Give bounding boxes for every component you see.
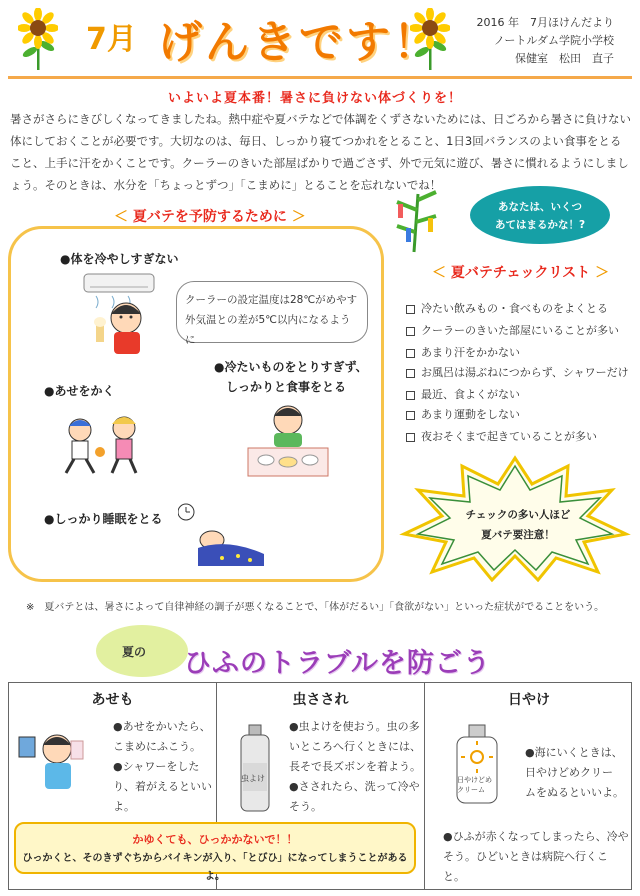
column-sunburn — [425, 683, 633, 889]
checklist-item[interactable]: あまり汗をかかない — [406, 344, 520, 360]
checkbox-icon[interactable] — [406, 391, 415, 400]
tip-eat-well-line: ●冷たいものをとりすぎず、 — [214, 360, 368, 374]
checklist-item[interactable]: あまり運動をしない — [406, 406, 520, 422]
column-title: あせも — [91, 692, 134, 708]
checkbox-icon[interactable] — [406, 411, 415, 420]
checklist-item[interactable]: クーラーのきいた部屋にいることが多い — [406, 322, 619, 338]
issue-month: 7月 — [86, 22, 137, 57]
column-body — [113, 717, 213, 817]
column-title: 日やけ — [508, 692, 550, 708]
tip-sweat: ●あせをかく — [44, 384, 115, 398]
checklist-speech-bubble — [470, 186, 610, 244]
checkbox-icon[interactable] — [406, 327, 415, 336]
header-divider — [8, 76, 632, 79]
checklist-item[interactable]: 最近、食よくがない — [406, 386, 520, 402]
column-line: そう。 — [289, 800, 322, 813]
checklist-item[interactable]: お風呂は湯ぶねにつからず、シャワーだけ — [406, 364, 629, 380]
checkbox-icon[interactable] — [406, 433, 415, 442]
bottle-label — [457, 775, 492, 795]
spray-label: 虫よけ — [241, 774, 265, 783]
boy-eating-illustration — [244, 400, 332, 478]
checklist-item[interactable]: 夜おそくまで起きていることが多い — [406, 428, 597, 444]
aircon-tip-line: クーラーの設定温度は28℃がめやす — [185, 294, 358, 306]
warning-heading: かゆくても、ひっかかないで！！ — [132, 833, 298, 846]
column-line: ●シャワーをした — [113, 760, 200, 773]
column-line: り、着がえるといい — [113, 780, 212, 793]
sleeping-boy-illustration — [178, 500, 268, 570]
author-name: 保健室 松田 直子 — [515, 52, 614, 65]
running-kids-illustration — [52, 412, 152, 482]
tip-eat-well — [214, 357, 368, 397]
column-line: ●虫よけを使おう。虫の多 — [289, 720, 420, 733]
column-line: ●ひふが赤くなってしまったら、冷や — [443, 830, 629, 843]
column-body — [289, 717, 423, 817]
summer-label: 夏の — [122, 645, 147, 659]
column-line: ムをぬるといいよ。 — [525, 786, 624, 799]
column-body — [525, 743, 629, 803]
issue-line: 2016 年 7月ほけんだより — [476, 16, 614, 29]
boy-ice-cream-illustration — [82, 272, 172, 364]
checkbox-icon[interactable] — [406, 369, 415, 378]
warning-body: ひっかくと、そのきずぐちからバイキンが入り、「とびひ」になってしまうことがあるよ。 — [22, 853, 408, 882]
checkbox-icon[interactable] — [406, 305, 415, 314]
column-line: ●さされたら、洗って冷や — [289, 780, 420, 793]
boy-wiping-sweat-illustration — [17, 723, 87, 799]
warning-line: 夏バテ要注意！ — [481, 529, 555, 541]
prevention-heading: ＜ 夏バテを予防するために ＞ — [114, 209, 306, 225]
column-line: 長そで長ズボンを着よう。 — [289, 760, 421, 773]
school-name: ノートルダム学院小学校 — [493, 34, 614, 47]
checklist-item[interactable]: 冷たい飲みもの・食べものをよくとる — [406, 300, 608, 316]
bug-spray-can-icon — [237, 723, 273, 813]
aircon-tip-bubble — [176, 281, 368, 346]
column-body — [443, 827, 629, 887]
sunflower-icon — [18, 8, 58, 70]
column-title: 虫さされ — [292, 692, 349, 708]
checkbox-icon[interactable] — [406, 349, 415, 358]
column-line: ●あせをかいたら、 — [113, 720, 211, 733]
warning-line: チェックの多い人ほど — [465, 509, 571, 521]
column-line: こまめにふこう。 — [113, 740, 201, 753]
speech-line: あなたは、いくつ — [498, 201, 582, 213]
column-line: 日やけどめクリー — [525, 766, 613, 779]
bottle-label-line: クリーム — [457, 786, 485, 794]
intro-paragraph: 暑さがさらにきびしくなってきましたね。熱中症や夏バテなどで体調をくずさないためには、日ごろから暑さに負けない体にしておくことが必要です。大切なのは、毎日、しっかり寝てつかれをとること、1日3回バランスのよい食事をとること、上手に汗をかくことです。クーラーのきいた部屋ばかりで過ごさず、外で元気に遊び、暑さに慣れるようにしましょう。そのときは、水分を「ちょっとずつ」「こまめに」とることを忘れないでね！ — [10, 112, 631, 192]
column-line: ●海にいくときは、 — [525, 746, 623, 759]
checklist-heading: ＜ 夏バテチェックリスト ＞ — [432, 265, 610, 281]
footnote: ※ 夏バテとは、暑さによって自律神経の調子が悪くなることで、「体がだるい」「食欲がない」といった症状がでることをいう。 — [26, 602, 605, 613]
column-line: そう。ひどいときは病院へ行くこと。 — [443, 850, 608, 883]
scratch-warning-box — [14, 822, 416, 882]
skin-section-title: ひふのトラブルを防ごう — [184, 648, 491, 679]
newsletter-title: げんきです！ — [158, 17, 440, 68]
column-line: いところへ行くときには、 — [289, 740, 421, 753]
aircon-tip-line: 外気温との差が5℃以内になるように — [185, 314, 351, 346]
tanabata-bamboo-icon — [384, 190, 446, 254]
bottle-label-line: 日やけどめ — [457, 776, 492, 784]
speech-line: あてはまるかな！? — [494, 219, 586, 231]
tip-body-cool: ●体を冷やしすぎない — [60, 252, 179, 266]
tip-sleep: ●しっかり睡眠をとる — [44, 512, 163, 526]
headline: いよいよ夏本番！暑さに負けない体づくりを！ — [168, 91, 463, 106]
column-line: よ。 — [113, 800, 135, 813]
checklist-warning — [458, 505, 578, 545]
tip-eat-well-line: しっかりと食事をとる — [226, 380, 347, 394]
